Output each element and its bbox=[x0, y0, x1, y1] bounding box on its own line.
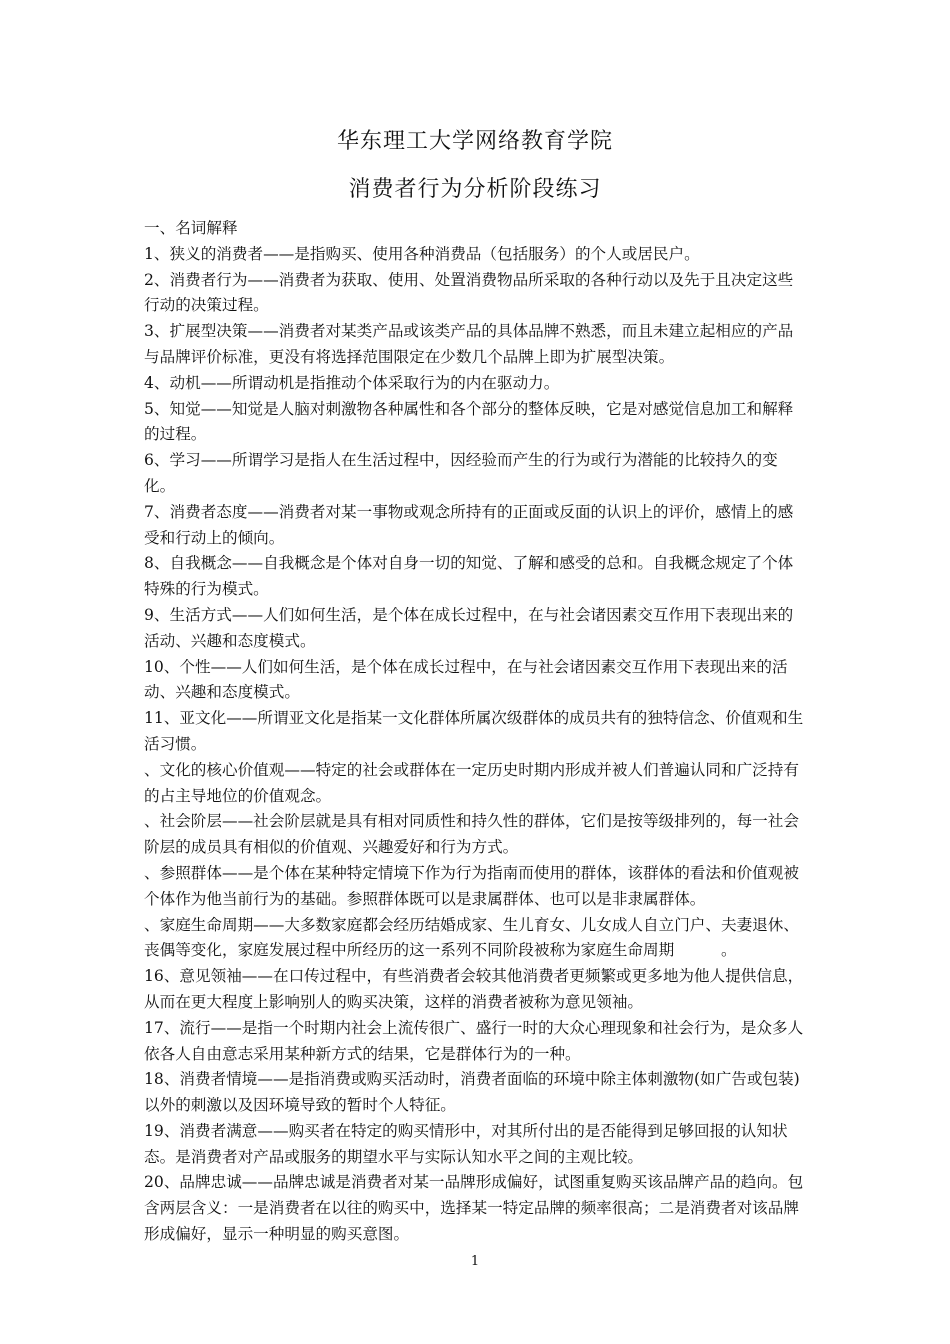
term-entry-3: 3、扩展型决策——消费者对某类产品或该类产品的具体品牌不熟悉，而且未建立起相应的产品与品牌评价标准，更没有将选择范围限定在少数几个品牌上即为扩展型决策。 bbox=[144, 322, 794, 366]
institution-title: 华东理工大学网络教育学院 bbox=[336, 129, 613, 154]
term-entry-7: 7、消费者态度——消费者对某一事物或观念所持有的正面或反面的认识上的评价，感情上的感受和行动上的倾向。 bbox=[144, 502, 794, 547]
section-heading: 一、名词解释 bbox=[144, 219, 238, 237]
term-entry-19: 19、消费者满意——购买者在特定的购买情形中，对其所付出的是否能得到足够回报的认知状态。是消费者对产品或服务的期望水平与实际认知水平之间的主观比较。 bbox=[144, 1121, 788, 1166]
term-entry-9: 9、生活方式——人们如何生活，是个体在成长过程中，在与社会诸因素交互作用下表现出来的活动、兴趣和态度模式。 bbox=[144, 605, 794, 650]
term-entry-2: 2、消费者行为——消费者为获取、使用、处置消费物品所采取的各种行动以及先于且决定这些行动的决策过程。 bbox=[144, 270, 794, 315]
document-body bbox=[144, 216, 808, 1248]
term-entry-18: 18、消费者情境——是指消费或购买活动时，消费者面临的环境中除主体刺激物(如广告或包装)以外的刺激以及因环境导致的暂时个人特征。 bbox=[144, 1070, 800, 1115]
page-number: 1 bbox=[470, 1254, 480, 1269]
term-entry-10: 10、个性——人们如何生活，是个体在成长过程中，在与社会诸因素交互作用下表现出来的活动、兴趣和态度模式。 bbox=[144, 657, 788, 702]
term-entry-13: 、社会阶层——社会阶层就是具有相对同质性和持久性的群体，它们是按等级排列的，每一社会阶层的成员具有相似的价值观、兴趣爱好和行为方式。 bbox=[144, 812, 799, 857]
term-entry-20: 20、品牌忠诚——品牌忠诚是消费者对某一品牌形成偏好，试图重复购买该品牌产品的趋向。包含两层含义：一是消费者在以往的购买中，选择某一特定品牌的频率很高；二是消费者对该品牌形成偏好，显示一种明显的购买意图。 bbox=[144, 1173, 804, 1244]
term-entry-14: 、参照群体——是个体在某种特定情境下作为行为指南而使用的群体，该群体的看法和价值观被个体作为他当前行为的基础。参照群体既可以是隶属群体、也可以是非隶属群体。 bbox=[144, 863, 799, 908]
term-entry-12: 、文化的核心价值观——特定的社会或群体在一定历史时期内形成并被人们普遍认同和广泛持有的占主导地位的价值观念。 bbox=[144, 760, 799, 805]
term-entry-5: 5、知觉——知觉是人脑对刺激物各种属性和各个部分的整体反映，它是对感觉信息加工和解释的过程。 bbox=[144, 399, 794, 444]
document-title: 消费者行为分析阶段练习 bbox=[348, 177, 602, 202]
term-entry-6: 6、学习——所谓学习是指人在生活过程中，因经验而产生的行为或行为潜能的比较持久的变化。 bbox=[144, 451, 778, 495]
term-entry-1: 1、狭义的消费者——是指购买、使用各种消费品（包括服务）的个人或居民户。 bbox=[144, 244, 700, 263]
term-entry-16: 16、意见领袖——在口传过程中，有些消费者会较其他消费者更频繁或更多地为他人提供信息，从而在更大程度上影响别人的购买决策，这样的消费者被称为意见领袖。 bbox=[144, 967, 804, 1011]
term-entry-4: 4、动机——所谓动机是指推动个体采取行为的内在驱动力。 bbox=[144, 373, 560, 392]
term-entry-11: 11、亚文化——所谓亚文化是指某一文化群体所属次级群体的成员共有的独特信念、价值观和生活习惯。 bbox=[144, 709, 804, 753]
term-entry-15: 、家庭生命周期——大多数家庭都会经历结婚成家、生儿育女、儿女成人自立门户、夫妻退休、丧偶等变化，家庭发展过程中所经历的这一系列不同阶段被称为家庭生命周期 。 bbox=[144, 915, 799, 960]
term-entry-17: 17、流行——是指一个时期内社会上流传很广、盛行一时的大众心理现象和社会行为，是众多人依各人自由意志采用某种新方式的结果，它是群体行为的一种。 bbox=[144, 1018, 804, 1063]
term-entry-8: 8、自我概念——自我概念是个体对自身一切的知觉、了解和感受的总和。自我概念规定了个体特殊的行为模式。 bbox=[144, 554, 794, 599]
